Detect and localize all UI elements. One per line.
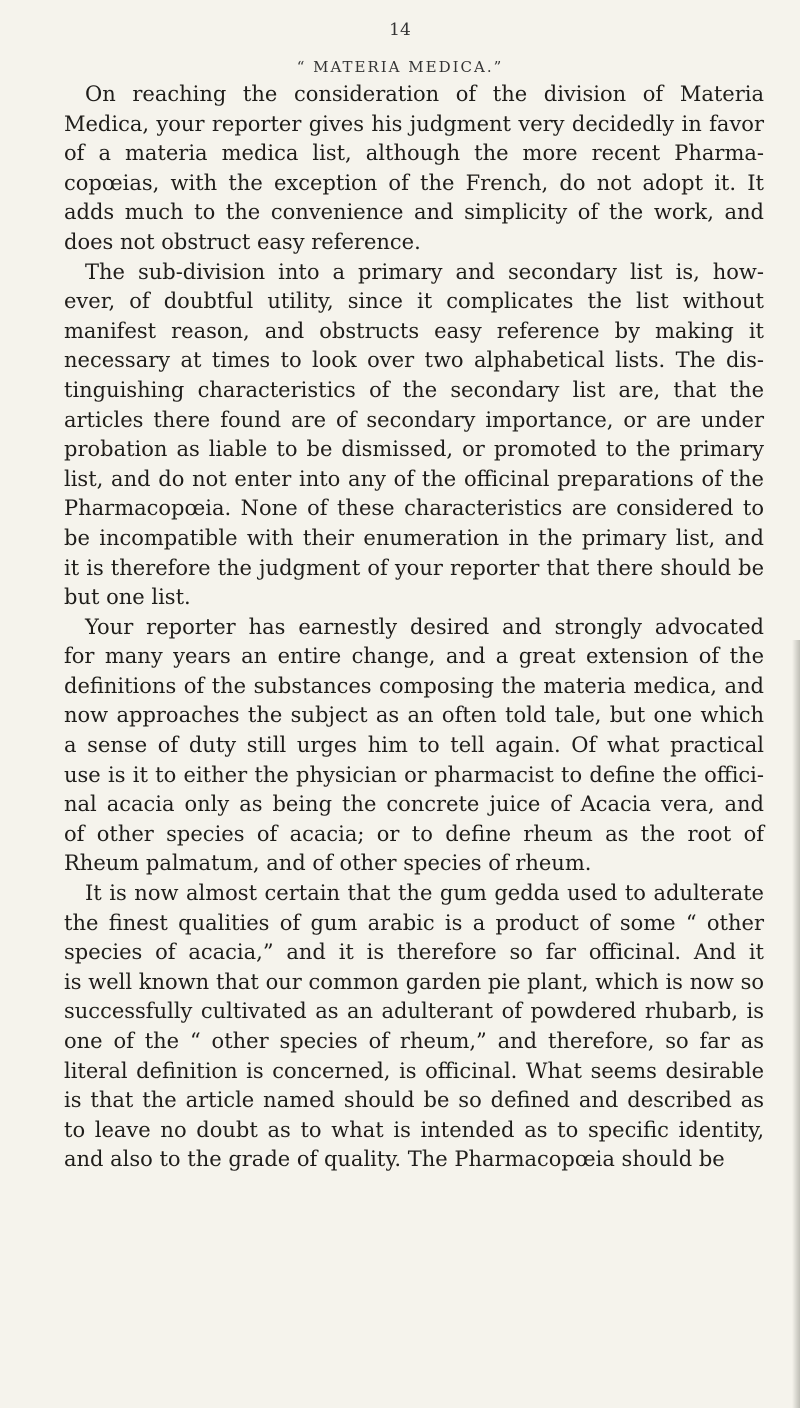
page-number: 14 — [389, 20, 411, 40]
text-line: use is it to either the physician or pharmacist to define the offici- — [64, 762, 764, 787]
text-line: a sense of duty still urges him to tell again. Of what practical — [64, 733, 764, 758]
text-line: list, and do not enter into any of the officinal preparations of the — [64, 466, 764, 491]
text-line: Your reporter has earnestly desired and strongly advocated — [85, 614, 764, 639]
body-text — [64, 80, 764, 1175]
text-line: to leave no doubt as to what is intended as to specific identity, — [64, 1117, 764, 1142]
text-line: Medica, your reporter gives his judgment very decidedly in favor — [64, 111, 764, 136]
paragraph — [64, 258, 764, 613]
section-heading: “ MATERIA MEDICA.” — [296, 58, 504, 76]
text-line: it is therefore the judgment of your reporter that there should be — [64, 555, 764, 580]
text-line: literal definition is concerned, is officinal. What seems desirable — [64, 1058, 764, 1083]
text-line: be incompatible with their enumeration in the primary list, and — [64, 525, 764, 550]
text-line: copœias, with the exception of the French, do not adopt it. It — [64, 170, 764, 195]
paragraph — [64, 80, 764, 258]
text-line: does not obstruct easy reference. — [64, 229, 421, 254]
text-line: of a materia medica list, although the more recent Pharma- — [64, 141, 764, 166]
text-line: tinguishing characteristics of the secondary list are, that the — [64, 377, 764, 402]
text-line: probation as liable to be dismissed, or promoted to the primary — [64, 437, 764, 462]
paragraph — [64, 879, 764, 1175]
text-line: one of the “ other species of rheum,” and therefore, so far as — [64, 1029, 764, 1053]
paragraph — [64, 613, 764, 879]
text-line: articles there found are of secondary importance, or are under — [64, 407, 764, 432]
text-line: is well known that our common garden pie plant, which is now so — [64, 969, 764, 994]
text-line: definitions of the substances composing the materia medica, and — [64, 673, 764, 698]
text-line: manifest reason, and obstructs easy reference by making it — [64, 318, 764, 343]
text-line: but one list. — [64, 585, 191, 610]
text-line: It is now almost certain that the gum gedda used to adulterate — [85, 881, 764, 906]
text-line: of other species of acacia; or to define rheum as the root of — [64, 821, 764, 846]
text-line: Pharmacopœia. None of these characteristics are considered to — [64, 496, 764, 521]
text-line: necessary at times to look over two alphabetical lists. The dis- — [64, 348, 764, 373]
text-line: nal acacia only as being the concrete juice of Acacia vera, and — [64, 792, 764, 817]
text-line: now approaches the subject as an often told tale, but one which — [64, 703, 764, 728]
text-line: Rheum palmatum, and of other species of rheum. — [64, 851, 592, 876]
text-line: for many years an entire change, and a great extension of the — [64, 644, 764, 669]
text-line: and also to the grade of quality. The Pharmacopœia should be — [64, 1147, 725, 1172]
text-line: successfully cultivated as an adulterant of powdered rhubarb, is — [64, 999, 764, 1024]
text-line: adds much to the convenience and simplicity of the work, and — [64, 200, 764, 225]
text-line: The sub-division into a primary and secondary list is, how- — [85, 259, 764, 284]
text-line: the finest qualities of gum arabic is a product of some “ other — [64, 910, 764, 935]
text-line: species of acacia,” and it is therefore so far officinal. And it — [64, 940, 764, 965]
text-line: On reaching the consideration of the division of Materia — [85, 82, 764, 106]
text-line: ever, of doubtful utility, since it complicates the list without — [64, 289, 764, 314]
scan-edge-shadow — [792, 640, 800, 1408]
text-line: is that the article named should be so defined and described as — [64, 1088, 764, 1113]
